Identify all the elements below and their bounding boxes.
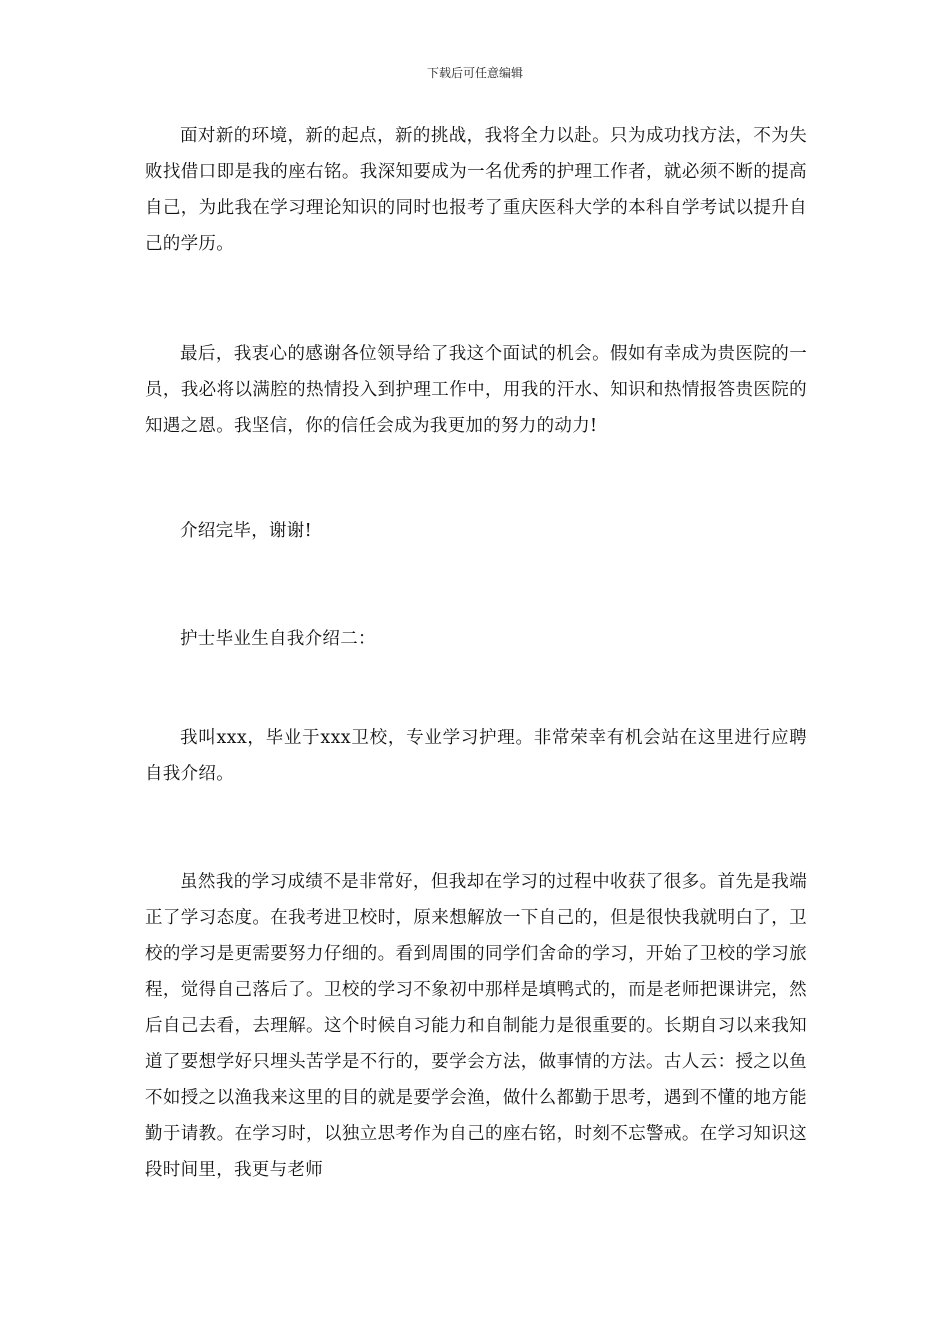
paragraph-thanks: 最后，我衷心的感谢各位领导给了我这个面试的机会。假如有幸成为贵医院的一员，我必将以满腔的热情投入到护理工作中，用我的汗水、知识和热情报答贵医院的知遇之恩。我坚信，你的信任会成为我更加的努力的动力! <box>145 344 807 436</box>
paragraph-closing: 介绍完毕，谢谢! <box>180 521 312 541</box>
paragraph-new-environment: 面对新的环境，新的起点，新的挑战，我将全力以赴。只为成功找方法，不为失败找借口即是我的座右铭。我深知要成为一名优秀的护理工作者，就必须不断的提高自己，为此我在学习理论知识的同时也报考了重庆医科大学的本科自学考试以提升自己的学历。 <box>145 126 807 254</box>
paragraph-study-experience: 虽然我的学习成绩不是非常好，但我却在学习的过程中收获了很多。首先是我端正了学习态度。在我考进卫校时，原来想解放一下自己的，但是很快我就明白了，卫校的学习是更需要努力仔细的。看到周围的同学们舍命的学习，开始了卫校的学习旅程，觉得自己落后了。卫校的学习不象初中那样是填鸭式的，而是老师把课讲完，然后自己去看，去理解。这个时候自习能力和自制能力是很重要的。长期自习以来我知道了要想学好只埋头苦学是不行的，要学会方法，做事情的方法。古人云：授之以鱼不如授之以渔我来这里的目的就是要学会渔，做什么都勤于思考，遇到不懂的地方能勤于请教。在学习时，以独立思考作为自己的座右铭，时刻不忘警戒。在学习知识这段时间里，我更与老师 <box>145 872 807 1180</box>
section-heading: 护士毕业生自我介绍二： <box>180 629 376 649</box>
paragraph-introduction: 我叫xxx，毕业于xxx卫校，专业学习护理。非常荣幸有机会站在这里进行应聘自我介绍。 <box>145 728 807 784</box>
page-header: 下载后可任意编辑 <box>426 66 523 80</box>
